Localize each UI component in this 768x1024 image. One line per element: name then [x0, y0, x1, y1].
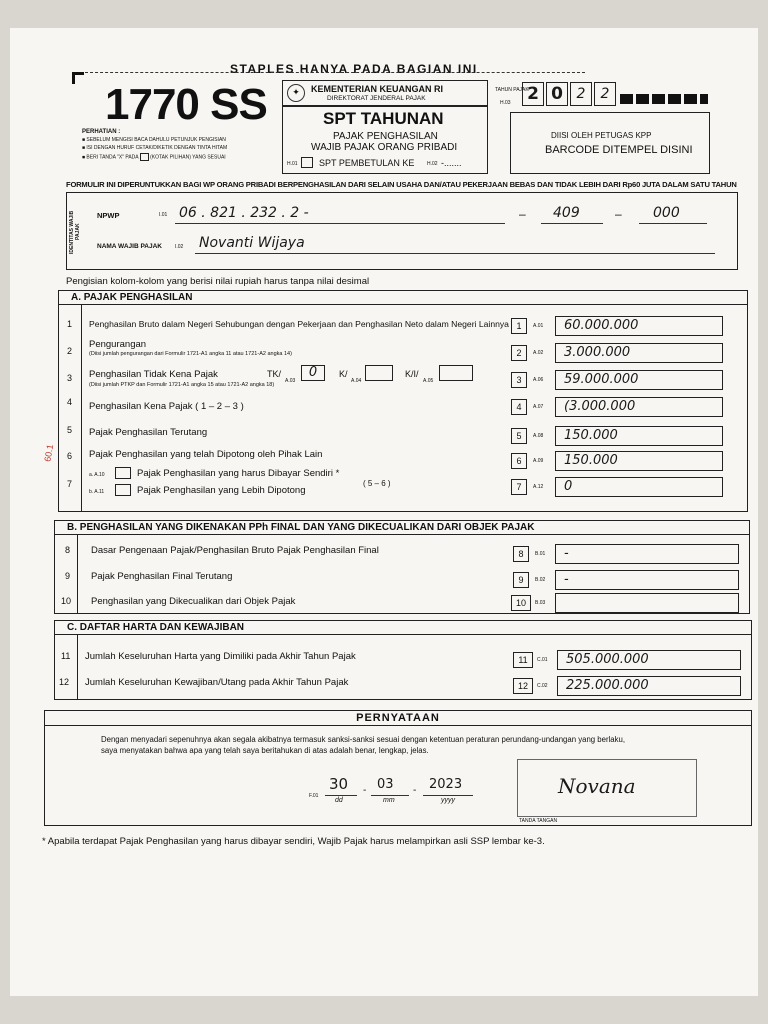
- row-a7-code: A.12: [533, 484, 544, 490]
- header-bar-marks: [620, 94, 708, 104]
- date-sep-2: -: [413, 785, 417, 796]
- row-a3-code: A.06: [533, 377, 544, 383]
- pernyataan-title: PERNYATAAN: [45, 711, 751, 726]
- row-number: 8: [65, 545, 71, 555]
- name-value[interactable]: Novanti Wijaya: [199, 235, 305, 251]
- npwp-mid[interactable]: 409: [553, 205, 580, 221]
- date-yyyy-line: [423, 795, 473, 796]
- row-a4-box: 4: [511, 399, 527, 415]
- row-b9-code: B.02: [535, 577, 546, 583]
- signature: Novana: [558, 774, 636, 798]
- npwp-end-underline: [639, 223, 707, 224]
- note-1: ■ SEBELUM MENGISI BACA DAHULU PETUNJUK PENGISIAN: [82, 137, 226, 143]
- npwp-dash-2: –: [615, 207, 622, 221]
- petugas-label: DIISI OLEH PETUGAS KPP: [551, 131, 652, 140]
- row-a5-label: Pajak Penghasilan Terutang: [89, 427, 208, 438]
- year-digit[interactable]: 2: [522, 82, 544, 106]
- section-c: [54, 620, 752, 700]
- row-a2-value[interactable]: 3.000.000: [555, 343, 723, 363]
- dd-label: dd: [335, 797, 343, 804]
- row-a1-code: A.01: [533, 323, 544, 329]
- npwp-label: NPWP: [97, 211, 120, 220]
- row-a7-value[interactable]: 0: [555, 477, 723, 497]
- row-a1-label: Penghasilan Bruto dalam Negeri Sehubungan dengan Pekerjaan dan Penghasilan Neto dalam Negeri Lainnya: [89, 319, 509, 329]
- row-number: 2: [67, 346, 73, 356]
- row-a7a-checkbox[interactable]: [115, 467, 131, 479]
- subtitle-1: PAJAK PENGHASILAN: [333, 131, 438, 142]
- row-b9-box: 9: [513, 572, 529, 588]
- row-a2-box: 2: [511, 345, 527, 361]
- date-mm-line: [371, 795, 409, 796]
- ptkp-k-code: A.04: [351, 378, 362, 384]
- form-code: 1770 SS: [105, 80, 267, 129]
- row-a2-label: Pengurangan: [89, 339, 147, 350]
- code-h01: H.01: [287, 161, 298, 167]
- row-number: 12: [59, 677, 70, 687]
- row-a7b-code: b. A.11: [89, 489, 105, 495]
- note-2: ■ ISI DENGAN HURUF CETAK/DIKETIK DENGAN TINTA HITAM: [82, 145, 228, 151]
- pembetulan-label: SPT PEMBETULAN KE: [319, 158, 415, 168]
- perhatian-label: PERHATIAN :: [82, 129, 121, 135]
- date-sep-1: -: [363, 785, 367, 796]
- tahun-label: TAHUN PAJAK: [495, 87, 529, 93]
- footnote: * Apabila terdapat Pajak Penghasilan yang harus dibayar sendiri, Wajib Pajak harus melampirkan asli SSP lembar ke-3.: [42, 836, 545, 847]
- row-a5-box: 5: [511, 428, 527, 444]
- row-a6-label: Pajak Penghasilan yang telah Dipotong oleh Pihak Lain: [89, 449, 323, 460]
- row-b8-box: 8: [513, 546, 529, 562]
- row-a1-value[interactable]: 60.000.000: [555, 316, 723, 336]
- ptkp-tk-code: A.03: [285, 378, 296, 384]
- npwp-code: I.01: [159, 212, 168, 218]
- identity-box: [66, 192, 738, 270]
- ministry-box: [282, 80, 488, 106]
- npwp-underline: [175, 223, 505, 224]
- section-a-divider: [81, 305, 82, 511]
- section-b-title: B. PENGHASILAN YANG DIKENAKAN PPh FINAL DAN YANG DIKECUALIKAN DARI OBJEK PAJAK: [55, 521, 749, 535]
- row-number: 11: [61, 651, 71, 661]
- row-b10-value[interactable]: [555, 593, 739, 613]
- npwp-mid-underline: [541, 223, 603, 224]
- row-a6-value[interactable]: 150.000: [555, 451, 723, 471]
- title-box: [282, 106, 488, 174]
- row-a5-code: A.08: [533, 433, 544, 439]
- ptkp-k-input[interactable]: [365, 365, 393, 381]
- date-dd-line: [325, 795, 357, 796]
- row-number: 9: [65, 571, 71, 581]
- row-c11-box: 11: [513, 652, 533, 668]
- row-a6-box: 6: [511, 453, 527, 469]
- note-3: ■ BERI TANDA "X" PADA (KOTAK PILIHAN) YANG SESUAI: [82, 154, 226, 161]
- staples-note: STAPLES HANYA PADA BAGIAN INI: [230, 62, 478, 76]
- barcode-box: [510, 112, 710, 174]
- row-a7a-code: a. A.10: [89, 472, 105, 478]
- year-digit[interactable]: 2: [570, 82, 592, 106]
- name-code: I.02: [175, 244, 184, 250]
- npwp-dash-1: –: [519, 207, 526, 221]
- code-h03: H.03: [500, 100, 511, 106]
- row-a3-sub: (Diisi jumlah PTKP dan Formulir 1721-A1 angka 15 atau 1721-A2 angka 18): [89, 382, 275, 388]
- ptkp-tk-label: TK/: [267, 369, 282, 379]
- pembetulan-checkbox[interactable]: [301, 157, 313, 168]
- row-a4-label: Penghasilan Kena Pajak ( 1 – 2 – 3 ): [89, 401, 244, 412]
- npwp-value[interactable]: 06 . 821 . 232 . 2 -: [179, 205, 309, 221]
- row-a3-value[interactable]: 59.000.000: [555, 370, 723, 390]
- row-a2-code: A.02: [533, 350, 544, 356]
- row-a1-box: 1: [511, 318, 527, 334]
- row-c11-label: Jumlah Keseluruhan Harta yang Dimiliki pada Akhir Tahun Pajak: [85, 651, 356, 662]
- pernyataan-section: [44, 710, 752, 826]
- section-a-title: A. PAJAK PENGHASILAN: [59, 291, 747, 305]
- section-c-title: C. DAFTAR HARTA DAN KEWAJIBAN: [55, 621, 751, 635]
- row-a6-code: A.09: [533, 458, 544, 464]
- row-c12-label: Jumlah Keseluruhan Kewajiban/Utang pada Akhir Tahun Pajak: [85, 677, 349, 688]
- row-number: 4: [67, 397, 73, 407]
- row-a5-value[interactable]: 150.000: [555, 426, 723, 446]
- ptkp-ki-label: K/I/: [405, 369, 419, 379]
- section-a: [58, 290, 748, 512]
- year-boxes: [522, 82, 616, 106]
- row-a7b-checkbox[interactable]: [115, 484, 131, 496]
- garuda-emblem-icon: ✦: [287, 84, 305, 102]
- intro-text: FORMULIR INI DIPERUNTUKKAN BAGI WP ORANG PRIBADI BERPENGHASILAN DARI SELAIN USAHA DAN/ATAU PEKERJAAN BEBAS DAN TIDAK LEBIH DARI Rp60 JUTA DALAM SATU TAHUN: [66, 180, 737, 189]
- row-number: 6: [67, 451, 73, 461]
- date-dd[interactable]: 30: [329, 775, 349, 793]
- pernyataan-text-1: Dengan menyadari sepenuhnya akan segala akibatnya termasuk sanksi-sanksi sesuai dengan ketentuan peraturan perundang-undangan yang berlaku,: [101, 735, 626, 744]
- name-label: NAMA WAJIB PAJAK: [97, 243, 163, 250]
- pembetulan-value: -.......: [441, 158, 462, 168]
- identity-side-label: IDENTITAS WAJIB PAJAK: [69, 210, 81, 254]
- date-yyyy[interactable]: 2023: [429, 777, 463, 792]
- row-a7b-label: Pajak Penghasilan yang Lebih Dipotong: [137, 485, 306, 496]
- row-b10-box: 10: [511, 595, 531, 611]
- directorate-name: DIREKTORAT JENDERAL PAJAK: [327, 95, 426, 102]
- code-h02: H.02: [427, 161, 438, 167]
- row-a3-label: Penghasilan Tidak Kena Pajak: [89, 369, 218, 380]
- pernyataan-text-2: saya menyatakan bahwa apa yang telah saya beritahukan di atas adalah benar, lengkap, jelas.: [101, 746, 429, 755]
- row-b8-code: B.01: [535, 551, 546, 557]
- row-c11-code: C.01: [537, 657, 548, 663]
- row-b8-value[interactable]: -: [555, 544, 739, 564]
- margin-annotation: 60.1: [42, 443, 56, 463]
- row-c12-value[interactable]: 225.000.000: [557, 676, 741, 696]
- section-b: [54, 520, 750, 614]
- row-a7a-label: Pajak Penghasilan yang harus Dibayar Sendiri *: [137, 468, 340, 479]
- rupiah-note: Pengisian kolom-kolom yang berisi nilai rupiah harus tanpa nilai desimal: [66, 276, 370, 287]
- tax-form-paper: [10, 28, 758, 996]
- row-number: 5: [67, 425, 73, 435]
- ptkp-tk-input[interactable]: 0: [301, 365, 325, 381]
- section-c-divider: [77, 635, 78, 699]
- date-code: F.01: [309, 793, 319, 799]
- barcode-label: BARCODE DITEMPEL DISINI: [545, 144, 693, 156]
- row-a7-box: 7: [511, 479, 527, 495]
- row-c12-code: C.02: [537, 683, 548, 689]
- ttd-label: TANDA TANGAN: [519, 818, 558, 824]
- row-b9-value[interactable]: -: [555, 570, 739, 590]
- row-a4-code: A.07: [533, 404, 544, 410]
- row-a7-formula: ( 5 – 6 ): [363, 479, 391, 488]
- ptkp-ki-code: A.05: [423, 378, 434, 384]
- date-mm[interactable]: 03: [377, 777, 394, 792]
- row-number: 1: [67, 319, 73, 329]
- ptkp-ki-input[interactable]: [439, 365, 473, 381]
- name-underline: [195, 253, 715, 254]
- row-number: 3: [67, 373, 73, 383]
- section-b-divider: [77, 535, 78, 613]
- corner-mark: [72, 72, 84, 84]
- row-b8-label: Dasar Pengenaan Pajak/Penghasilan Bruto Pajak Penghasilan Final: [91, 545, 379, 556]
- row-c12-box: 12: [513, 678, 533, 694]
- signature-box[interactable]: [517, 759, 697, 817]
- mm-label: mm: [383, 797, 395, 804]
- staples-line: [85, 72, 585, 73]
- form-title: SPT TAHUNAN: [323, 109, 444, 128]
- npwp-end[interactable]: 000: [653, 205, 680, 221]
- ptkp-k-label: K/: [339, 369, 348, 379]
- row-number: 10: [61, 596, 72, 606]
- row-a4-value[interactable]: (3.000.000: [555, 397, 723, 417]
- year-digit[interactable]: 2: [594, 82, 616, 106]
- row-c11-value[interactable]: 505.000.000: [557, 650, 741, 670]
- row-a2-sub: (Diisi jumlah pengurangan dari Formulir 1721-A1 angka 11 atau 1721-A2 angka 14): [89, 351, 292, 357]
- yyyy-label: yyyy: [441, 797, 455, 804]
- row-a3-box: 3: [511, 372, 527, 388]
- row-b10-code: B.03: [535, 600, 546, 606]
- row-number: 7: [67, 479, 73, 489]
- ministry-name: KEMENTERIAN KEUANGAN RI: [311, 84, 444, 94]
- subtitle-2: WAJIB PAJAK ORANG PRIBADI: [311, 142, 458, 153]
- row-b10-label: Penghasilan yang Dikecualikan dari Objek Pajak: [91, 596, 296, 607]
- year-digit[interactable]: 0: [546, 82, 568, 106]
- row-b9-label: Pajak Penghasilan Final Terutang: [91, 571, 233, 582]
